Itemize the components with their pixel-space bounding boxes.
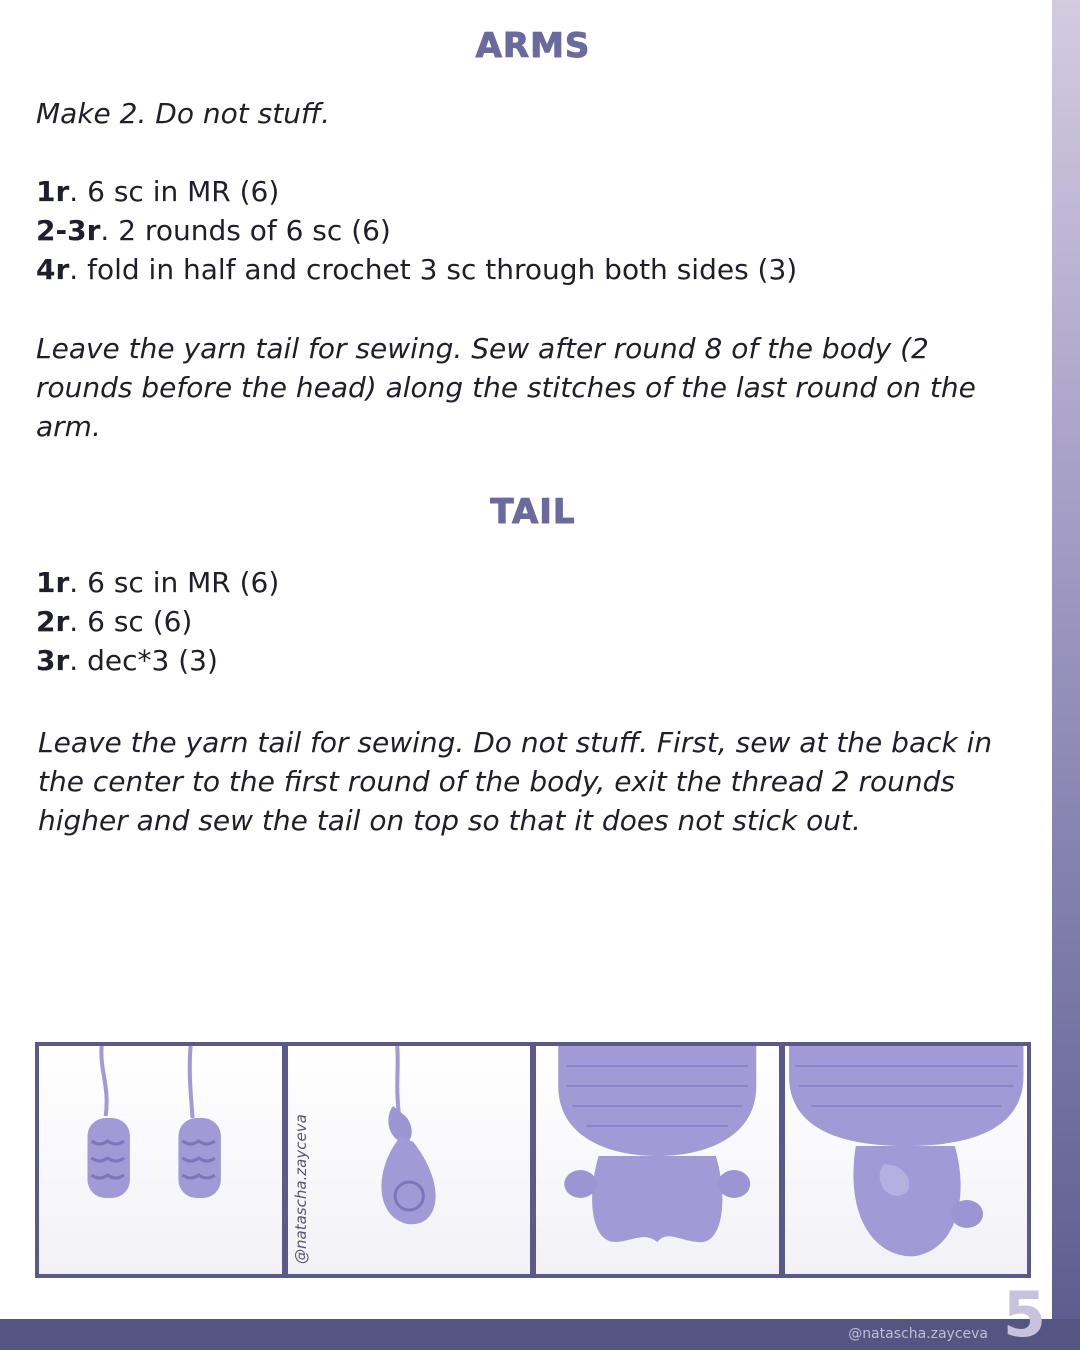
tail-note: Leave the yarn tail for sewing. Do not stuff. First, sew at the back in the center to the first round of the body, exit the thread 2 rounds higher and sew the tail on top so that it does not stick out.: [38, 726, 993, 837]
crochet-body-back-illustration: [785, 1046, 1028, 1274]
list-item: 1r. 6 sc in MR (6): [36, 566, 280, 599]
arms-heading: ARMS: [475, 26, 591, 66]
photo-strip: [35, 1042, 1031, 1278]
photo-arms: [39, 1046, 282, 1274]
tail-heading: TAIL: [490, 492, 576, 532]
arms-rounds: [36, 172, 1036, 289]
photo-tail: [288, 1046, 531, 1274]
list-item: 4r. fold in half and crochet 3 sc through both sides (3): [36, 253, 798, 286]
page-number: 5: [1002, 1278, 1046, 1351]
list-item: 2-3r. 2 rounds of 6 sc (6): [36, 214, 391, 247]
footer-handle: @natascha.zayceva: [848, 1326, 988, 1342]
arms-note: Leave the yarn tail for sewing. Sew after round 8 of the body (2 rounds before the head) along the stitches of the last round on the arm.: [36, 332, 976, 443]
list-item: 3r. dec*3 (3): [36, 644, 218, 677]
side-gradient-strip: [1052, 0, 1080, 1350]
list-item: 1r. 6 sc in MR (6): [36, 175, 280, 208]
crochet-body-front-illustration: [536, 1046, 779, 1274]
crochet-arms-illustration: [39, 1046, 282, 1274]
crochet-tail-illustration: [288, 1046, 531, 1274]
list-item: 2r. 6 sc (6): [36, 605, 193, 638]
tail-rounds: [36, 563, 1036, 680]
photo-front-view: [536, 1046, 779, 1274]
arms-intro: Make 2. Do not stuff.: [36, 97, 331, 130]
photo-watermark: @natascha.zayceva: [291, 1114, 310, 1264]
photo-back-view: [785, 1046, 1028, 1274]
